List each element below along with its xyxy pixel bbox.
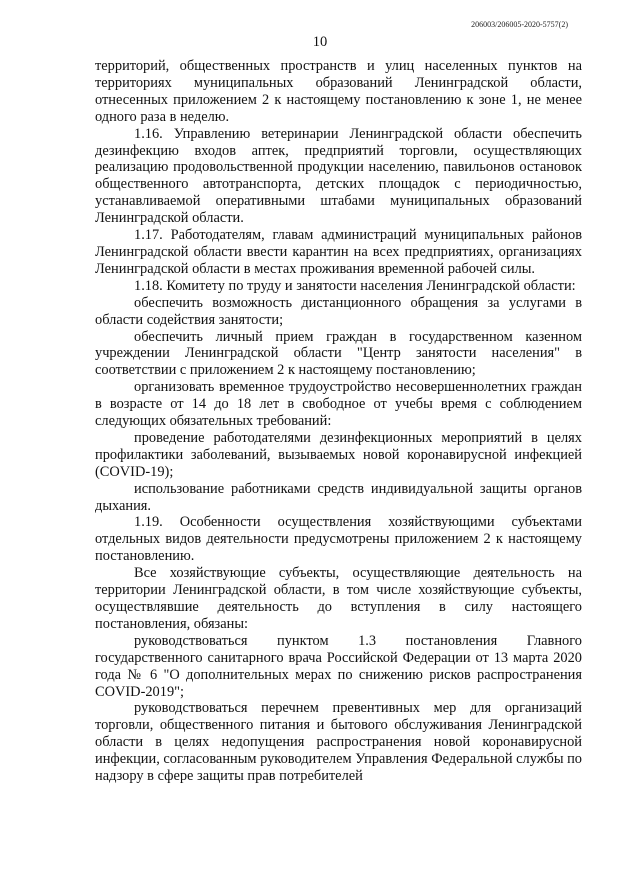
paragraph-1-18: 1.18. Комитету по труду и занятости населения Ленинградской области: — [134, 277, 576, 294]
paragraph-resolution-1-3: руководствоваться пунктом 1.3 постановления Главного государственного санитарного врача Российской Федерации от 13 марта 2020 года № 6 "О дополнительных мерах по снижению рисков распространения COVID-2019"; — [95, 632, 582, 700]
paragraph-disinfection: проведение работодателями дезинфекционных мероприятий в целях профилактики заболеваний, вызываемых новой коронавирусной инфекцией (COVID-19); — [95, 429, 582, 480]
paragraph-temporary-employment: организовать временное трудоустройство несовершеннолетних граждан в возрасте от 14 до 18 лет в свободное от учебы время с соблюдением следующих обязательных требований: — [95, 379, 582, 430]
page-number: 10 — [312, 34, 328, 50]
paragraph-respiratory-protection: использование работниками средств индивидуальной защиты органов дыхания. — [95, 480, 582, 514]
paragraph-1-16: 1.16. Управлению ветеринарии Ленинградской области обеспечить дезинфекцию входов аптек, предприятий торговли, осуществляющих реализацию продовольственной продукции населению, павильонов остановок общественного автотранспорта, детских площадок с периодичностью, устанавливаемой оперативными штабами муниципальных образований Ленинградской области. — [95, 125, 582, 227]
document-id: 206003/206005-2020-5757(2) — [471, 20, 568, 29]
paragraph-continuation: территорий, общественных пространств и улиц населенных пунктов на территориях муниципальных образований Ленинградской области, отнесенных приложением 2 к настоящему постановлению к зоне 1, не менее одного раза в неделю. — [95, 58, 582, 125]
paragraph-1-17: 1.17. Работодателям, главам администраций муниципальных районов Ленинградской области ввести карантин на всех предприятиях, организациях Ленинградской области в местах проживания временной рабочей силы. — [95, 227, 582, 277]
paragraph-preventive-measures: руководствоваться перечнем превентивных мер для организаций торговли, общественного питания и бытового обслуживания Ленинградской области в целях недопущения распространения новой коронавирусной инфекции, согласованным руководителем Управления Федеральной службы по надзору в сфере защиты прав потребителей — [95, 700, 582, 785]
paragraph-remote-services: обеспечить возможность дистанционного обращения за услугами в области содействия занятости; — [95, 294, 582, 328]
paragraph-1-19: 1.19. Особенности осуществления хозяйствующими субъектами отдельных видов деятельности предусмотрены приложением 2 к настоящему постановлению. — [95, 514, 582, 565]
document-body — [95, 58, 582, 785]
paragraph-personal-reception: обеспечить личный прием граждан в государственном казенном учреждении Ленинградской области "Центр занятости населения" в соответствии с приложением 2 к настоящему постановлению; — [95, 328, 582, 379]
paragraph-all-entities: Все хозяйствующие субъекты, осуществляющие деятельность на территории Ленинградской области, в том числе хозяйствующие субъекты, осуществлявшие деятельность до вступления в силу настоящего постановления, обязаны: — [95, 565, 582, 632]
